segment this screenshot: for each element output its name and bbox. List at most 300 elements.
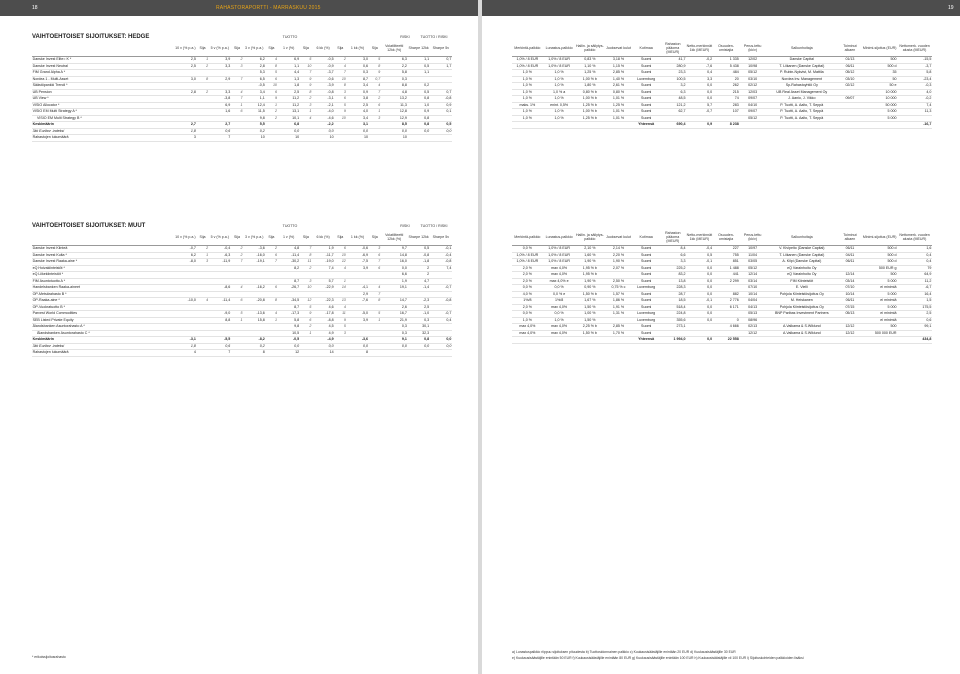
value-cell: 8,2	[278, 265, 300, 272]
info-cell: 5 000	[862, 278, 897, 285]
info-cell: 1,25 % b	[575, 115, 604, 122]
total-row	[512, 337, 932, 344]
value-cell: 1,1	[408, 57, 430, 64]
value-cell: -17,3	[278, 311, 300, 318]
rank-cell: 4	[196, 298, 208, 305]
fund-name: 3kk Euribor -indeksi	[32, 343, 174, 350]
rank-cell	[334, 350, 346, 357]
info-cell: 1,86 %	[604, 298, 633, 305]
value-cell: 1,8	[174, 128, 196, 135]
value-cell: -1,8	[408, 259, 430, 266]
info-cell: 6,3	[659, 89, 686, 96]
value-cell: -0,1	[430, 246, 452, 253]
header-cell: Sija	[196, 40, 208, 57]
value-cell: 6,2	[174, 252, 196, 259]
value-cell: 16,7	[381, 311, 408, 318]
header-cell: Volatiliteetti 12kk (%)	[381, 40, 408, 57]
rank-cell: 5	[300, 57, 312, 64]
value-cell: 0,0	[312, 343, 334, 350]
header-cell: Sija	[334, 40, 346, 57]
header-cell: Sharpe 5v	[430, 229, 452, 246]
info-cell: 224,8	[659, 311, 686, 318]
value-cell: 0,5	[408, 89, 430, 96]
value-cell: -3,6	[346, 337, 368, 344]
info-cell: 8,4	[659, 246, 686, 253]
value-cell: -0,4	[430, 252, 452, 259]
value-cell: 30,1	[408, 324, 430, 331]
value-cell: -22,9	[312, 285, 334, 292]
value-cell: 2,5	[174, 63, 196, 70]
info-cell: 1,57 %	[604, 291, 633, 298]
info-cell: 05/12	[739, 265, 766, 272]
header-cell: Perus-tettu (kk/v)	[739, 229, 766, 246]
value-cell: 11,2	[278, 102, 300, 109]
info-cell: 1,90 %	[575, 259, 604, 266]
fund-name: Handelsbanken Raaka-aineet	[32, 285, 174, 292]
info-cell: 1,67 %	[575, 298, 604, 305]
rank-cell: 3	[300, 278, 312, 285]
value-cell: -2,1	[312, 102, 334, 109]
info-cell: P. Tuotti, A. Aalto, T. Seppä	[766, 109, 838, 116]
info-cell: 12/12	[739, 330, 766, 337]
info-cell: -6,7	[897, 285, 932, 292]
header-cell: Sharpe 12kk	[408, 229, 430, 246]
value-cell: 3,3	[209, 89, 231, 96]
rank-cell: 9	[334, 109, 346, 116]
value-cell: -4,6	[312, 115, 334, 122]
fund-name: Ålandsbanken Asuntorahasto C *	[32, 330, 174, 337]
value-cell: 0,6	[346, 63, 368, 70]
value-cell: 3,8	[346, 96, 368, 103]
hedge-section-title: VAIHTOEHTOISET SIJOITUKSET: HEDGE	[32, 34, 150, 40]
info-cell: 06/11	[838, 246, 863, 253]
header-cell: Salkunhoitaja	[766, 229, 838, 246]
fund-name: Parvest World Commodities	[32, 311, 174, 318]
info-cell: 0,6	[897, 317, 932, 324]
info-cell: 48,5	[659, 96, 686, 103]
value-cell: 0,8	[408, 337, 430, 344]
fund-name: Nordea 1 - Multi-Asset	[32, 76, 174, 83]
rank-cell: 6	[265, 252, 277, 259]
value-cell: -19,0	[312, 259, 334, 266]
value-cell: 13,2	[381, 96, 408, 103]
info-cell: 11/04	[739, 252, 766, 259]
value-cell: -26,7	[278, 285, 300, 292]
value-cell: 6,9	[209, 102, 231, 109]
fund-name: OP-Raaka-aine *	[32, 298, 174, 305]
total-cell: 434,8	[897, 337, 932, 344]
value-cell: 10	[243, 135, 265, 142]
value-cell: 1,3	[278, 76, 300, 83]
value-cell: 3,9	[346, 265, 368, 272]
value-cell: -0,8	[408, 252, 430, 259]
value-cell: 6,8	[278, 122, 300, 129]
header-cell: Juoksevat kulut	[604, 229, 633, 246]
info-cell: 1,31 %	[604, 311, 633, 318]
info-cell: 1,5	[897, 298, 932, 305]
info-cell: A. Kilpi (Danske Capital)	[766, 259, 838, 266]
info-cell: 2,20 %	[604, 252, 633, 259]
header-cell: 10 v (% p.a.)	[174, 229, 196, 246]
info-cell: 227	[713, 246, 740, 253]
rank-cell: 3	[300, 102, 312, 109]
right-page-number: 19	[948, 5, 954, 11]
rank-cell	[231, 350, 243, 357]
info-cell: 100,5	[659, 76, 686, 83]
info-cell: 500	[862, 324, 897, 331]
rank-cell: 2	[231, 252, 243, 259]
rank-cell: 3	[369, 246, 381, 253]
value-cell: 12,4	[243, 102, 265, 109]
info-cell: 518,4	[659, 304, 686, 311]
info-cell: 12/14	[838, 272, 863, 279]
header-cell: Juoksevat kulut	[604, 40, 633, 57]
info-cell: 1,0 %	[512, 109, 543, 116]
info-cell: 02/12	[739, 83, 766, 90]
value-cell: 8,8	[381, 83, 408, 90]
header-cell: Netto-merkinnät 1kk (MEUR)	[686, 229, 713, 246]
value-cell: 0,0	[430, 337, 452, 344]
info-cell: 99,1	[897, 324, 932, 331]
value-cell: -0,6	[346, 246, 368, 253]
info-cell: 1,00 %	[575, 311, 604, 318]
info-cell: Pohjola Kiinteistösijoitus Oy	[766, 291, 838, 298]
value-cell: 1,8	[278, 83, 300, 90]
info-cell: 1,10 %	[575, 63, 604, 70]
total-cell	[739, 337, 766, 344]
header-cell: Sija	[231, 229, 243, 246]
muut-return-table	[32, 229, 452, 357]
header-cell: 5 v (% p.a.)	[209, 40, 231, 57]
info-cell: ei minimiä	[862, 298, 897, 305]
value-cell: 2,5	[174, 57, 196, 64]
info-cell: 16,4	[897, 291, 932, 298]
left-page-number: 18	[32, 5, 38, 11]
info-cell: V. Kivipelto (Danske Capital)	[766, 246, 838, 253]
info-cell: Suomi	[633, 252, 660, 259]
fund-name: FIM Asuntotuotto A *	[32, 278, 174, 285]
value-cell: -6,3	[209, 252, 231, 259]
info-cell: 882	[713, 291, 740, 298]
info-cell: 1,6	[897, 246, 932, 253]
info-cell: 0,0	[686, 291, 713, 298]
rank-cell: 8	[334, 83, 346, 90]
info-cell: 1,91 %	[604, 304, 633, 311]
value-cell: -2,3	[408, 298, 430, 305]
rank-cell: 8	[369, 63, 381, 70]
total-cell	[604, 337, 633, 344]
info-cell: 1,0% / 8 EUR	[512, 63, 543, 70]
info-cell: FIM Kiinteistöt	[766, 278, 838, 285]
header-cell: Hallin. ja säilytys-palkkio	[575, 229, 604, 246]
header-cell: Lunastus-palkkio	[543, 40, 576, 57]
info-cell: -0,2	[897, 96, 932, 103]
info-cell: 500 d	[862, 63, 897, 70]
total-cell: Yhteensä	[633, 122, 660, 129]
header-cell: Sija	[265, 40, 277, 57]
total-cell: 22 558	[713, 337, 740, 344]
value-cell: -16,0	[243, 252, 265, 259]
info-cell: 1,40 %	[604, 76, 633, 83]
info-cell: Suomi	[633, 330, 660, 337]
info-cell: 1,90 %	[604, 259, 633, 266]
rank-cell: 2	[231, 57, 243, 64]
info-cell: 09/07	[739, 109, 766, 116]
info-cell: 12/12	[838, 330, 863, 337]
rank-cell: 12	[300, 298, 312, 305]
header-cell: Toiminut alkaen	[838, 40, 863, 57]
info-cell: max 4,0%	[543, 265, 576, 272]
rank-cell: 4	[265, 311, 277, 318]
info-cell: Pohjola Kiinteistösijoitus Oy	[766, 304, 838, 311]
value-cell: 0,5	[430, 122, 452, 129]
info-cell: 01/13	[838, 57, 863, 64]
header-cell-name	[32, 229, 174, 246]
info-cell: 4,0	[897, 89, 932, 96]
value-cell: 0,0	[430, 343, 452, 350]
value-cell: -0,7	[174, 246, 196, 253]
rank-cell	[196, 135, 208, 142]
value-cell: 8,7	[278, 304, 300, 311]
header-cell: Nettomerk. vuoden alusta (MEUR)	[897, 40, 932, 57]
muut-group-tuotto: TUOTTO	[282, 224, 298, 228]
value-cell: -11,4	[278, 252, 300, 259]
info-cell: 10/97	[739, 246, 766, 253]
value-cell: -0,8	[430, 259, 452, 266]
rank-cell: 6	[265, 285, 277, 292]
value-cell: -0,8	[430, 96, 452, 103]
header-cell: Sharpe 12kk	[408, 40, 430, 57]
header-cell-name	[32, 40, 174, 57]
rank-cell: 10	[300, 285, 312, 292]
info-cell: 1,25 % b	[575, 102, 604, 109]
header-cell: Salkunhoitaja	[766, 40, 838, 57]
info-cell: 0,0	[686, 272, 713, 279]
info-cell: 1,25 %	[604, 102, 633, 109]
rank-cell: 6	[231, 298, 243, 305]
value-cell: 7,4	[312, 265, 334, 272]
info-cell: 41,7	[659, 57, 686, 64]
info-cell: -0,1	[686, 259, 713, 266]
info-cell: 05/12	[739, 115, 766, 122]
info-cell: 2,0 %	[512, 265, 543, 272]
info-cell: Suomi	[633, 304, 660, 311]
info-cell: 1,0% / 8 EUR	[543, 57, 576, 64]
rank-cell: 4	[369, 285, 381, 292]
total-cell: 1 994,0	[659, 337, 686, 344]
value-cell: 0,0	[346, 343, 368, 350]
header-cell: Sija	[231, 40, 243, 57]
info-cell: -15,5	[897, 57, 932, 64]
info-cell: 0,0 % e	[543, 291, 576, 298]
info-cell: Suomi	[633, 272, 660, 279]
fund-name: Danske Invest Kulta *	[32, 252, 174, 259]
rank-cell: 11	[334, 311, 346, 318]
value-cell: -16,2	[243, 285, 265, 292]
info-cell: UB Real Asset Management Oy	[766, 89, 838, 96]
fund-name: Rahastojen lukumäärä	[32, 350, 174, 357]
fund-name: Säästöpankki Trendi *	[32, 83, 174, 90]
header-cell: 1 v (%)	[278, 40, 300, 57]
info-cell: 4,0 %	[512, 291, 543, 298]
info-cell: 0,80 % b	[575, 89, 604, 96]
info-cell: 0,0	[686, 285, 713, 292]
total-cell	[575, 122, 604, 129]
rank-cell: 3	[196, 259, 208, 266]
rank-cell: 2	[334, 57, 346, 64]
info-cell: 50 e	[862, 83, 897, 90]
value-cell: -19,1	[243, 259, 265, 266]
info-cell: 1,01 %	[604, 96, 633, 103]
rank-cell: 1	[265, 317, 277, 324]
info-cell: 28,7	[659, 291, 686, 298]
info-cell: 62,7	[659, 109, 686, 116]
info-cell: max 4,0%	[543, 272, 576, 279]
total-cell	[543, 337, 576, 344]
info-cell: 500 d	[862, 252, 897, 259]
rank-cell	[369, 350, 381, 357]
info-cell: E. Vielli	[766, 285, 838, 292]
info-cell: 0,0	[686, 317, 713, 324]
fund-name: 3kk Euribor -indeksi	[32, 128, 174, 135]
info-cell: M. Heiskanen	[766, 298, 838, 305]
rank-cell: 12	[334, 259, 346, 266]
fund-name: VISIO EM Multi Strategy A *	[32, 109, 174, 116]
header-cell: Netto-merkinnät 1kk (MEUR)	[686, 40, 713, 57]
info-cell: P. Rubin-Nykvist, M. Mattila	[766, 70, 838, 77]
value-cell: -22,3	[312, 298, 334, 305]
value-cell: 3,1	[346, 122, 368, 129]
info-cell: 06/11	[838, 63, 863, 70]
value-cell: 2,9	[346, 291, 368, 298]
info-cell: 35	[862, 70, 897, 77]
info-cell: 107	[713, 109, 740, 116]
rank-cell: 1	[369, 317, 381, 324]
value-cell: 11,2	[278, 96, 300, 103]
value-cell: -0,4	[209, 246, 231, 253]
value-cell: 15,8	[243, 317, 265, 324]
value-cell: 13,1	[278, 109, 300, 116]
value-cell: -0,9	[312, 63, 334, 70]
header-cell: Kotimaa	[633, 40, 660, 57]
info-cell: 11,3	[897, 109, 932, 116]
rank-cell: 2	[369, 96, 381, 103]
rank-cell	[300, 350, 312, 357]
value-cell: 0,3	[381, 76, 408, 83]
rank-cell: 7	[231, 96, 243, 103]
total-cell	[739, 122, 766, 129]
info-cell: Suomi	[633, 291, 660, 298]
header-cell: Sija	[369, 40, 381, 57]
value-cell: 0,7	[430, 89, 452, 96]
fund-name: OP-Vuokratuotto B *	[32, 304, 174, 311]
value-cell: -3,1	[312, 96, 334, 103]
value-cell: 0,9	[430, 102, 452, 109]
rank-cell: 10	[334, 252, 346, 259]
fund-name: OP-Metsärahasto B *	[32, 291, 174, 298]
left-footnote: * erikoissijoitusrahasto	[32, 655, 66, 659]
info-cell: 1,0 % a	[543, 89, 576, 96]
value-cell: 0,5	[408, 246, 430, 253]
muut-section-title: VAIHTOEHTOISET SIJOITUKSET: MUUT	[32, 223, 146, 229]
info-cell: 5 438	[713, 63, 740, 70]
value-cell: 0,6	[209, 128, 231, 135]
value-cell: 6,5	[243, 76, 265, 83]
info-cell: 05/12	[739, 70, 766, 77]
info-cell: 0,0	[686, 278, 713, 285]
rank-cell	[265, 350, 277, 357]
fund-name: VISIO Allocator *	[32, 102, 174, 109]
header-cell: Osuuden-omistajia	[713, 229, 740, 246]
value-cell: 4,7	[408, 278, 430, 285]
rank-cell: 4	[334, 304, 346, 311]
header-cell: Hallin. ja säilytys-palkkio	[575, 40, 604, 57]
info-cell: 1,0 %	[543, 109, 576, 116]
value-cell: 1,8	[174, 343, 196, 350]
value-cell: -7,5	[346, 259, 368, 266]
header-cell: 3 v (% p.a.)	[243, 229, 265, 246]
info-cell: 500	[862, 57, 897, 64]
info-cell: 1,0 %	[543, 70, 576, 77]
header-cell: Volatiliteetti 12kk (%)	[381, 229, 408, 246]
value-cell: 0,5	[408, 63, 430, 70]
info-cell: 0,75 % c	[604, 285, 633, 292]
value-cell: -4,0	[312, 109, 334, 116]
total-cell: -16,7	[897, 122, 932, 129]
value-cell: -5,0	[346, 311, 368, 318]
table-header-row	[512, 229, 932, 246]
info-cell: Danske Capital	[766, 57, 838, 64]
rank-cell: 4	[231, 285, 243, 292]
rank-cell: 2	[196, 63, 208, 70]
rank-cell: 5	[334, 102, 346, 109]
rank-cell: 6	[300, 317, 312, 324]
rank-cell	[265, 135, 277, 142]
rank-cell: 8	[300, 89, 312, 96]
value-cell: 3,9	[209, 57, 231, 64]
rank-cell: 1	[231, 102, 243, 109]
rank-cell: 1	[369, 109, 381, 116]
value-cell: 2,2	[381, 63, 408, 70]
info-cell: 1,01 %	[604, 109, 633, 116]
info-cell: 07/15	[838, 304, 863, 311]
value-cell: 0,3	[381, 330, 408, 337]
total-row	[512, 122, 932, 129]
right-page-header	[482, 0, 960, 16]
table-header-row	[32, 229, 452, 246]
info-cell: 0,83 %	[575, 57, 604, 64]
value-cell: -1,0	[408, 311, 430, 318]
header-cell: Merkintä-palkkio	[512, 229, 543, 246]
info-cell: max 4,0%	[543, 304, 576, 311]
info-cell: Suomi	[633, 246, 660, 253]
info-cell: 0,0 %	[543, 285, 576, 292]
info-cell: 1%/8	[543, 298, 576, 305]
rank-cell: 9	[300, 83, 312, 90]
header-cell: Kotimaa	[633, 229, 660, 246]
rank-cell: 1	[300, 330, 312, 337]
info-cell: 2,10 %	[575, 246, 604, 253]
left-page	[0, 0, 478, 674]
rank-cell: 2	[231, 246, 243, 253]
info-cell: 2,0 %	[512, 304, 543, 311]
fund-name: Danske Invest Raaka-aine *	[32, 259, 174, 266]
value-cell: 2,8	[243, 63, 265, 70]
info-cell: 1,50 % b	[575, 330, 604, 337]
info-cell: 0,0	[686, 96, 713, 103]
total-cell: 690,4	[659, 122, 686, 129]
rank-cell: 7	[334, 70, 346, 77]
